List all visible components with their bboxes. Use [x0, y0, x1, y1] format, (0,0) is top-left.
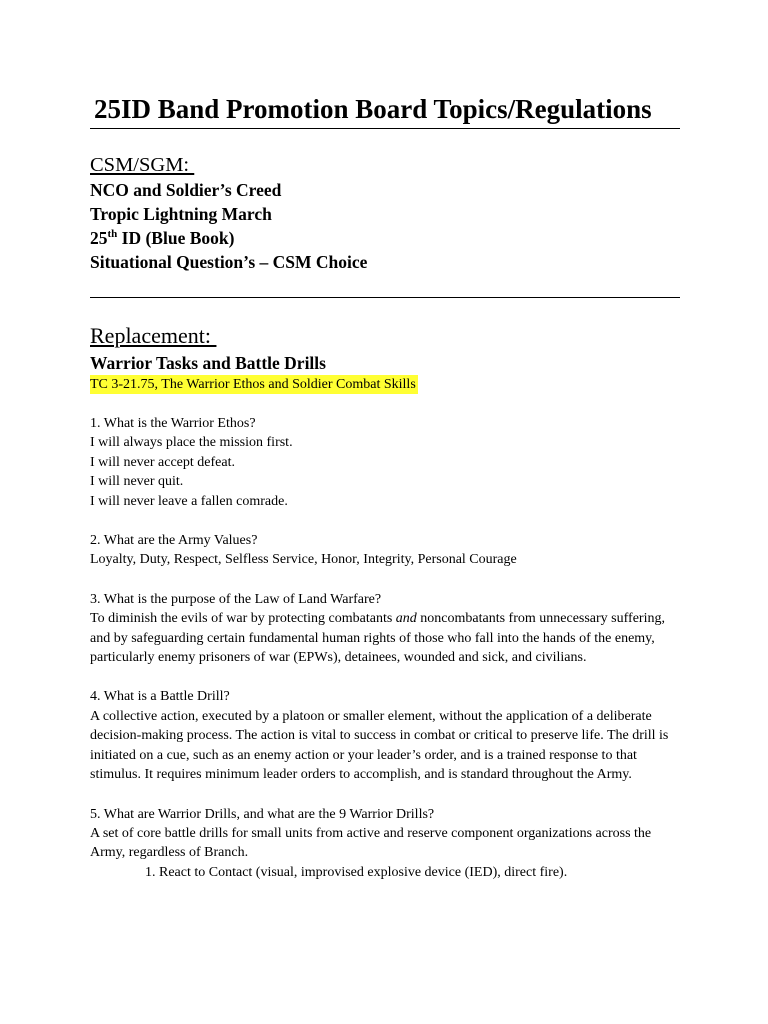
csm-topic-item: Situational Question’s – CSM Choice [90, 252, 368, 272]
question-block [90, 531, 680, 570]
division-number: 25 [90, 228, 108, 248]
question-text: 4. What is a Battle Drill? [90, 689, 230, 705]
ordinal-suffix: th [107, 228, 118, 241]
question-block [90, 590, 680, 668]
question-text: 1. What is the Warrior Ethos? [90, 416, 256, 431]
answer-paragraph: A set of core battle drills for small units from active and reserve component organizations across the Army, regardless of Branch. [90, 825, 652, 861]
answer-paragraph [90, 609, 680, 667]
csm-topic-item [90, 226, 680, 250]
answer-text: To diminish the evils of war by protecting combatants [90, 611, 396, 627]
title-divider [90, 128, 680, 129]
answer-emphasis: and [395, 611, 417, 627]
answer-line: Loyalty, Duty, Respect, Selfless Service, Honor, Integrity, Personal Courage [90, 552, 517, 568]
highlighted-reference: TC 3-21.75, The Warrior Ethos and Soldier Combat Skills [90, 377, 416, 392]
csm-topic-item: Tropic Lightning March [90, 204, 272, 224]
document-title: 25ID Band Promotion Board Topics/Regulations [94, 94, 652, 124]
warrior-drill-item: 1. React to Contact (visual, improvised explosive device (IED), direct fire). [145, 864, 568, 880]
csm-topic-list [90, 178, 680, 274]
csm-topic-item: NCO and Soldier’s Creed [90, 180, 282, 200]
replacement-heading: Replacement: [90, 323, 217, 348]
answer-text: noncombatants from unnecessary suffering, and by safeguarding certain fundamental human rights of those who fall into the hands of the enemy, particularly enemy prisoners of war (EPWs), detainees, wounded and sick, and civilians. [90, 611, 665, 666]
question-block [90, 805, 680, 883]
answer-line: I will always place the mission first. [90, 435, 293, 451]
csm-sgm-heading: CSM/SGM: [90, 154, 195, 176]
warrior-tasks-subheading: Warrior Tasks and Battle Drills [90, 353, 326, 373]
document-page [90, 92, 680, 882]
answer-line: I will never leave a fallen comrade. [90, 493, 288, 509]
question-text: 2. What are the Army Values? [90, 533, 258, 549]
blue-book-label: ID (Blue Book) [121, 228, 235, 248]
question-block [90, 687, 680, 784]
answer-line: I will never quit. [90, 474, 184, 490]
question-text: 5. What are Warrior Drills, and what are the 9 Warrior Drills? [90, 806, 435, 822]
question-text: 3. What is the purpose of the Law of Land Warfare? [90, 591, 382, 607]
question-block [90, 414, 680, 511]
answer-paragraph: A collective action, executed by a platoon or smaller element, without the application of a deliberate decision-making process. The action is vital to success in combat or critical to preserve life. The drill is initiated on a cue, such as an enemy action or your leader’s order, and is a trained response to that stimulus. It requires minimum leader orders to accomplish, and is standard throughout the Army. [90, 708, 669, 783]
answer-line: I will never accept defeat. [90, 454, 235, 470]
section-divider [90, 297, 680, 298]
